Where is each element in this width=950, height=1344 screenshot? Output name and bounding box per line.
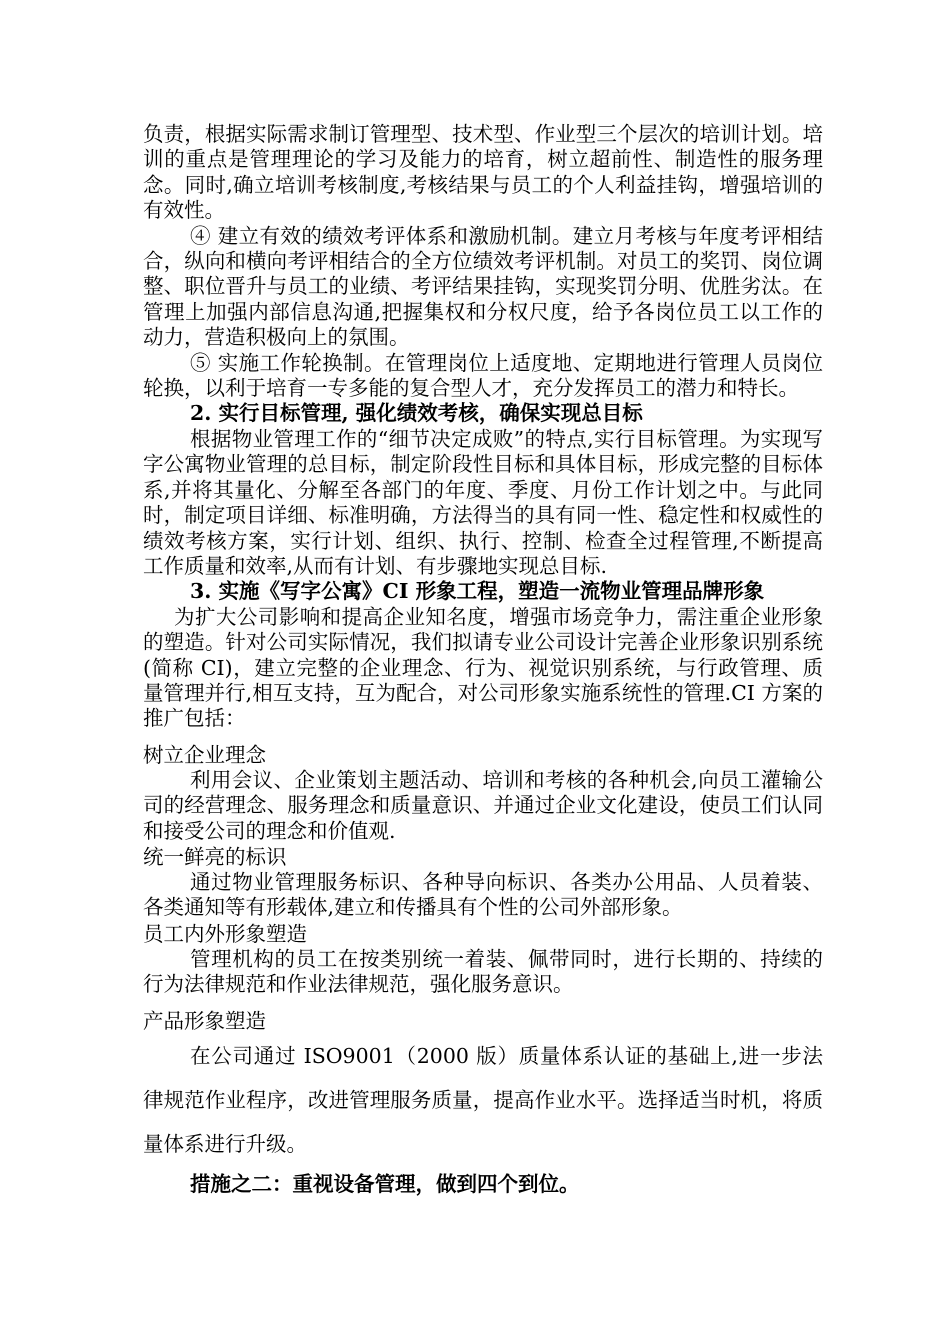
paragraph-training-plan: 负责，根据实际需求制订管理型、技术型、作业型三个层次的培训计划。培训的重点是管理理论的学习及能力的培育，树立超前性、制造性的服务理念。同时,确立培训考核制度,考核结果与员工的个人利益挂钩，增强培训的有效性。 — [143, 122, 823, 223]
paragraph-corporate-philosophy: 利用会议、企业策划主题活动、培训和考核的各种机会,向员工灌输公司的经营理念、服务理念和质量意识、并通过企业文化建设，使员工们认同和接受公司的理念和价值观. — [143, 767, 823, 843]
paragraph-product-image: 在公司通过 ISO9001（2000 版）质量体系认证的基础上,进一步法律规范作业程序，改进管理服务质量，提高作业水平。选择适当时机，将质量体系进行升级。 — [143, 1043, 823, 1156]
subheading-product-image: 产品形象塑造 — [143, 1008, 266, 1033]
paragraph-staff-image: 管理机构的员工在按类别统一着装、佩带同时，进行长期的、持续的行为法律规范和作业法律规范，强化服务意识。 — [143, 946, 823, 997]
paragraph-job-rotation: ⑤ 实施工作轮换制。在管理岗位上适度地、定期地进行管理人员岗位轮换，以利于培育一专多能的复合型人才，充分发挥员工的潜力和特长。 — [143, 350, 823, 401]
heading-ci-project: 3. 实施《写字公寓》CI 形象工程，塑造一流物业管理品牌形象 — [190, 579, 765, 604]
subheading-corporate-philosophy: 树立企业理念 — [143, 742, 266, 767]
paragraph-target-management: 根据物业管理工作的“细节决定成败”的特点,实行目标管理。为实现写字公寓物业管理的总目标，制定阶段性目标和具体目标，形成完整的目标体系,并将其量化、分解至各部门的年度、季度、月份工作计划之中。与此同时，制定项目详细、标准明确，方法得当的具有同一性、稳定性和权威性的绩效考核方案，实行计划、组织、执行、控制、检查全过程管理,不断提高工作质量和效率,从而有计划、有步骤地实现总目标. — [143, 426, 823, 578]
subheading-unified-logo: 统一鲜亮的标识 — [143, 844, 287, 869]
paragraph-unified-logo: 通过物业管理服务标识、各种导向标识、各类办公用品、人员着装、各类通知等有形载体,建立和传播具有个性的公司外部形象。 — [143, 869, 823, 920]
paragraph-ci-project: 为扩大公司影响和提高企业知名度，增强市场竞争力，需注重企业形象的塑造。针对公司实际情况，我们拟请专业公司设计完善企业形象识别系统(简称 CI)，建立完整的企业理念、行为、视觉识别系统，与行政管理、质量管理并行,相互支持，互为配合，对公司形象实施系统性的管理.CI 方案的推广包括： — [143, 604, 823, 731]
document-body — [143, 122, 823, 1198]
heading-measure-two: 措施之二：重视设备管理，做到四个到位。 — [190, 1171, 580, 1196]
subheading-staff-image: 员工内外形象塑造 — [143, 921, 307, 946]
paragraph-performance-appraisal: ④ 建立有效的绩效考评体系和激励机制。建立月考核与年度考评相结合，纵向和横向考评相结合的全方位绩效考评机制。对员工的奖罚、岗位调整、职位晋升与员工的业绩、考评结果挂钩，实现奖罚分明、优胜劣汰。在管理上加强内部信息沟通,把握集权和分权尺度，给予各岗位员工以工作的动力，营造积极向上的氛围。 — [143, 223, 823, 350]
heading-target-management: 2. 实行目标管理, 强化绩效考核，确保实现总目标 — [190, 401, 643, 426]
